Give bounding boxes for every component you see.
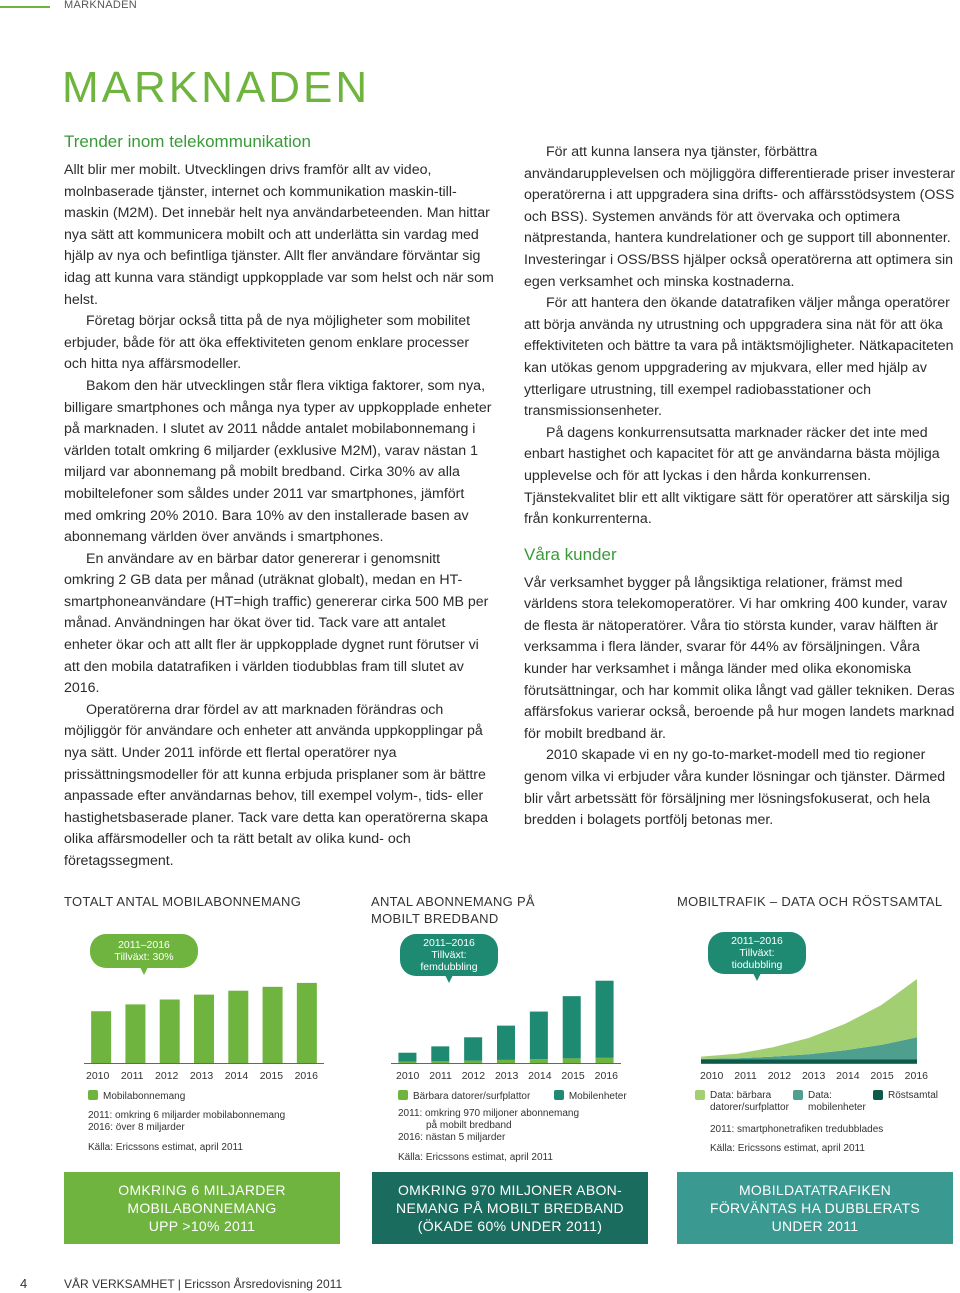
bar-mobilabonnemang-2010 bbox=[91, 1011, 111, 1063]
footer-box-line: FÖRVÄNTAS HA DUBBLERATS bbox=[710, 1200, 920, 1216]
footer-box-line: MOBILDATATRAFIKEN bbox=[738, 1182, 892, 1198]
chart-2-note bbox=[398, 1108, 579, 1144]
bar-datorer-2016 bbox=[596, 1058, 614, 1063]
tick-label: 2010 bbox=[700, 1070, 724, 1082]
paragraph: För att kunna lansera nya tjänster, förbättra användarupplevelsen och möjliggöra differentierade priser investerar operatörerna i att uppgradera sina drifts- och affärsstödsystem (OSS och BSS). Systemen används för att övervaka och optimera nätprestanda, hantera kundrelationer och ge support till abonnenter. Investeringar i OSS/BSS hjälper också operatörerna att optimera sin egen verksamhet och minska kostnaderna. bbox=[524, 144, 956, 290]
footer-box-line: (ÖKADE 60% UNDER 2011) bbox=[417, 1218, 603, 1234]
note-line: på mobilt bredband bbox=[426, 1120, 512, 1131]
bar-mobilenheter-2010 bbox=[398, 1053, 416, 1062]
bar-mobilabonnemang-2011 bbox=[125, 1004, 145, 1063]
tick-label: 2016 bbox=[294, 1070, 318, 1082]
tick-label: 2012 bbox=[155, 1070, 179, 1082]
tick-label: 2013 bbox=[801, 1070, 826, 1082]
tick-label: 2011 bbox=[734, 1070, 757, 1082]
bar-datorer-2015 bbox=[563, 1058, 581, 1063]
legend-swatch bbox=[88, 1090, 98, 1100]
footer-box-line: UPP >10% 2011 bbox=[148, 1218, 256, 1234]
chart-2-title: ANTAL ABONNEMANG PÅ MOBILT BREDBAND bbox=[371, 894, 535, 926]
left-column bbox=[64, 130, 494, 873]
section-tag-label: MARKNADEN bbox=[64, 0, 137, 11]
footer-box-line: OMKRING 6 MILJARDER bbox=[118, 1182, 286, 1198]
chart-3-source: Källa: Ericssons estimat, april 2011 bbox=[710, 1143, 865, 1154]
legend-swatch bbox=[793, 1090, 803, 1100]
chart-1-callout bbox=[90, 934, 198, 968]
footer-box-2 bbox=[372, 1172, 648, 1244]
chart-3-x-axis bbox=[700, 1070, 928, 1082]
paragraph: Operatörerna drar fördel av att marknaden förändras och möjliggör för användare och enheter att använda uppkopplingar på nya sätt. Under 2011 införde ett flertal operatörer nya prissättningsmodeller för att kunna erbjuda prisplaner som är bättre anpassade efter användarnas behov, till exempel volym-, tids- eller hastighetsbaserade planer. Tack vare detta kan operatörerna skapa olika affärsmodeller och ta rätt betalt av olika kund- och företagssegment. bbox=[64, 701, 489, 869]
tick-label: 2016 bbox=[594, 1070, 618, 1082]
legend-entry bbox=[793, 1090, 865, 1114]
legend-label: Data: bärbara datorer/surfplattor bbox=[710, 1090, 789, 1113]
chart-2-x-axis bbox=[396, 1070, 618, 1082]
tick-label: 2013 bbox=[494, 1070, 519, 1082]
legend-label: Mobilabonnemang bbox=[103, 1091, 186, 1102]
legend-swatch bbox=[873, 1090, 883, 1100]
tick-label: 2016 bbox=[904, 1070, 928, 1082]
chart-3-note: 2011: smartphonetrafiken tredubblades bbox=[710, 1124, 884, 1135]
tick-label: 2014 bbox=[224, 1070, 249, 1082]
chart-2-legend bbox=[398, 1090, 628, 1103]
bar-mobilabonnemang-2016 bbox=[297, 983, 317, 1063]
chart-3-callout-text: 2011–2016 Tillväxt: tiodubbling bbox=[731, 935, 783, 971]
chart-1-title: TOTALT ANTAL MOBILABONNEMANG bbox=[64, 894, 302, 909]
chart-2-source: Källa: Ericssons estimat, april 2011 bbox=[398, 1152, 553, 1163]
chart-2-callout bbox=[400, 934, 498, 976]
chart-1-legend bbox=[88, 1090, 185, 1103]
legend-swatch bbox=[554, 1090, 564, 1100]
chart-3-legend bbox=[695, 1090, 945, 1114]
chart-2-svg bbox=[391, 975, 621, 1065]
bar-mobilabonnemang-2013 bbox=[194, 995, 214, 1063]
legend-entry bbox=[873, 1090, 945, 1114]
note-line: 2016: nästan 5 miljarder bbox=[398, 1132, 506, 1143]
footer-box-line: OMKRING 970 MILJONER ABON- bbox=[397, 1182, 623, 1198]
bar-datorer-2014 bbox=[530, 1059, 548, 1063]
bar-mobilabonnemang-2015 bbox=[263, 987, 283, 1063]
footer-box-3 bbox=[677, 1172, 953, 1244]
bar-mobilabonnemang-2012 bbox=[160, 1000, 180, 1063]
note-line: 2011: omkring 970 miljoner abonnemang bbox=[398, 1108, 580, 1119]
legend-label: Bärbara datorer/surfplattor bbox=[413, 1091, 531, 1102]
bar-mobilenheter-2014 bbox=[530, 1012, 548, 1060]
customers-heading: Våra kunder bbox=[524, 544, 617, 564]
section-tag bbox=[0, 0, 960, 14]
chart-1-x-axis bbox=[86, 1070, 318, 1082]
footer-box-line: MOBILABONNEMANG bbox=[127, 1200, 277, 1216]
paragraph: Företag börjar också titta på de nya möjligheter som mobilitet erbjuder, både för att öka effektiviteten genom enklare processer och hitta nya affärsmodeller. bbox=[64, 313, 471, 373]
chart-1-source: Källa: Ericssons estimat, april 2011 bbox=[88, 1142, 243, 1153]
legend-entry bbox=[695, 1090, 789, 1114]
chart-1-note bbox=[88, 1110, 285, 1134]
note-line: 2016: över 8 miljarder bbox=[88, 1122, 185, 1133]
page-number: 4 bbox=[20, 1276, 28, 1291]
tick-label: 2010 bbox=[86, 1070, 110, 1082]
note-line: 2011: omkring 6 miljarder mobilabonnemang bbox=[88, 1110, 286, 1121]
footer-box-1 bbox=[64, 1172, 340, 1244]
bar-mobilabonnemang-2014 bbox=[228, 991, 248, 1063]
bar-mobilenheter-2011 bbox=[431, 1046, 449, 1061]
paragraph: 2010 skapade vi en ny go-to-market-modell med tio regioner genom vilka vi erbjuder våra kunder lösningar och tjänster. Därmed blir vårt arbetssätt för försäljning mer lösningsfokuserat, och hela bredden i bolagets portfölj betonas mer. bbox=[524, 747, 946, 829]
right-column bbox=[524, 142, 956, 832]
paragraph: Allt blir mer mobilt. Utvecklingen drivs framför allt av video, molnbaserade tjänster, internet och kommunikation maskin-till-maskin (M2M). Det innebär helt nya användarbeteenden. Man hittar nya sätt att kommunicera mobilt och att underlätta sin vardag med hjälp av nya och befintliga tjänster. Allt fler användare förväntar sig idag att kunna vara ständigt uppkopplade var som helst och när som helst. bbox=[64, 162, 494, 308]
bar-mobilenheter-2015 bbox=[563, 996, 581, 1058]
tick-label: 2010 bbox=[396, 1070, 420, 1082]
page-title: MARKNADEN bbox=[62, 63, 371, 112]
footer-text: VÅR VERKSAMHET | Ericsson Årsredovisning 2011 bbox=[64, 1277, 343, 1291]
tick-label: 2014 bbox=[528, 1070, 552, 1082]
bar-mobilenheter-2012 bbox=[464, 1037, 482, 1060]
chart-1-callout-text: 2011–2016 Tillväxt: 30% bbox=[114, 939, 174, 963]
bar-datorer-2011 bbox=[431, 1061, 449, 1063]
area-voice bbox=[701, 1060, 917, 1064]
paragraph: För att hantera den ökande datatrafiken väljer många operatörer att börja använda ny utrustning och uppgradera sina nät för att öka effektiviteten och bättre ta vara på intäktsmöjligheter. Nätkapaciteten kan utökas genom uppgradering av mjukvara, eller med hjälp av ytterligare utrustning, till exempel radiobasstationer och transmissionsenheter. bbox=[524, 295, 954, 420]
bar-datorer-2012 bbox=[464, 1061, 482, 1063]
chart-2-callout-text: 2011–2016 Tillväxt: femdubbling bbox=[420, 937, 478, 973]
footer-box-line: UNDER 2011 bbox=[771, 1218, 859, 1234]
legend-label: Mobilenheter bbox=[568, 1091, 627, 1102]
tick-label: 2011 bbox=[120, 1070, 144, 1082]
chart-1-svg bbox=[84, 975, 324, 1065]
footer-box-line: NEMANG PÅ MOBILT BREDBAND bbox=[396, 1200, 624, 1216]
tick-label: 2011 bbox=[429, 1070, 452, 1082]
chart-3-title: MOBILTRAFIK – DATA OCH RÖSTSAMTAL bbox=[677, 894, 943, 909]
tick-label: 2015 bbox=[870, 1070, 894, 1082]
paragraph: En användare av en bärbar dator genererar i genomsnitt omkring 2 GB data per månad (uträknat globalt), medan en HT-smartphoneanvändare (HT=high traffic) genererar cirka 500 MB per månad. Användningen har ökat över tid. Tack vare att antalet enheter ökar och att allt fler är uppkopplade dygnet runt förutser vi att den mobila datatrafiken i världen tiodubblas fram till slutet av 2016. bbox=[64, 550, 489, 697]
legend-label: Data: mobilenheter bbox=[808, 1090, 866, 1113]
tick-label: 2014 bbox=[836, 1070, 860, 1082]
legend-label: Röstsamtal bbox=[888, 1090, 939, 1101]
legend-swatch bbox=[695, 1090, 705, 1100]
left-heading: Trender inom telekommunikation bbox=[64, 132, 311, 151]
chart-3-svg bbox=[701, 975, 917, 1065]
section-tag-bar bbox=[0, 6, 50, 8]
paragraph: Bakom den här utvecklingen står flera viktiga faktorer, som nya, billigare smartphones och många nya typer av uppkopplade enheter på marknaden. I slutet av 2011 nådde antalet mobilabonnemang i världen totalt omkring 6 miljarder (exklusive M2M), varav nästan 1 miljard var abonnemang på mobilt bredband. Cirka 30% av alla mobiltelefoner som såldes under 2011 var smartphones, jämfört med omkring 20% 2010. Bara 10% av den installerade basen av abonnemang världen över används i smartphones. bbox=[64, 377, 492, 546]
page-footer bbox=[0, 1276, 960, 1292]
tick-label: 2015 bbox=[561, 1070, 585, 1082]
bar-datorer-2010 bbox=[398, 1062, 416, 1063]
paragraph: Vår verksamhet bygger på långsiktiga relationer, främst med världens stora telekomoperatörer. Vi har omkring 400 kunder, varav de flesta är nätoperatörer. Våra tio största kunder, varav hälften är verksamma i flera länder, svarar för 44% av försäljningen. Våra kunder har verksamhet i många länder med olika ekonomiska förutsättningar, och har kommit olika långt vad gäller tekniken. Deras affärsfokus varierar också, beroende på hur mogen landets marknad för mobilt bredband är. bbox=[524, 574, 955, 742]
bar-mobilenheter-2013 bbox=[497, 1026, 515, 1060]
legend-swatch bbox=[398, 1090, 408, 1100]
bar-mobilenheter-2016 bbox=[596, 981, 614, 1058]
tick-label: 2013 bbox=[189, 1070, 214, 1082]
chart-3-callout bbox=[708, 932, 806, 974]
tick-label: 2012 bbox=[767, 1070, 792, 1082]
paragraph: På dagens konkurrensutsatta marknader räcker det inte med enbart hastighet och kapacitet för att ge användarna bästa möjliga upplevelse och för att lyckas i den hårda konkurrensen. Tjänstekvalitet blir ett allt viktigare sätt för operatörer att särskilja sig från konkurrenterna. bbox=[524, 424, 950, 528]
tick-label: 2015 bbox=[259, 1070, 284, 1082]
tick-label: 2012 bbox=[461, 1070, 486, 1082]
bar-datorer-2013 bbox=[497, 1060, 515, 1063]
